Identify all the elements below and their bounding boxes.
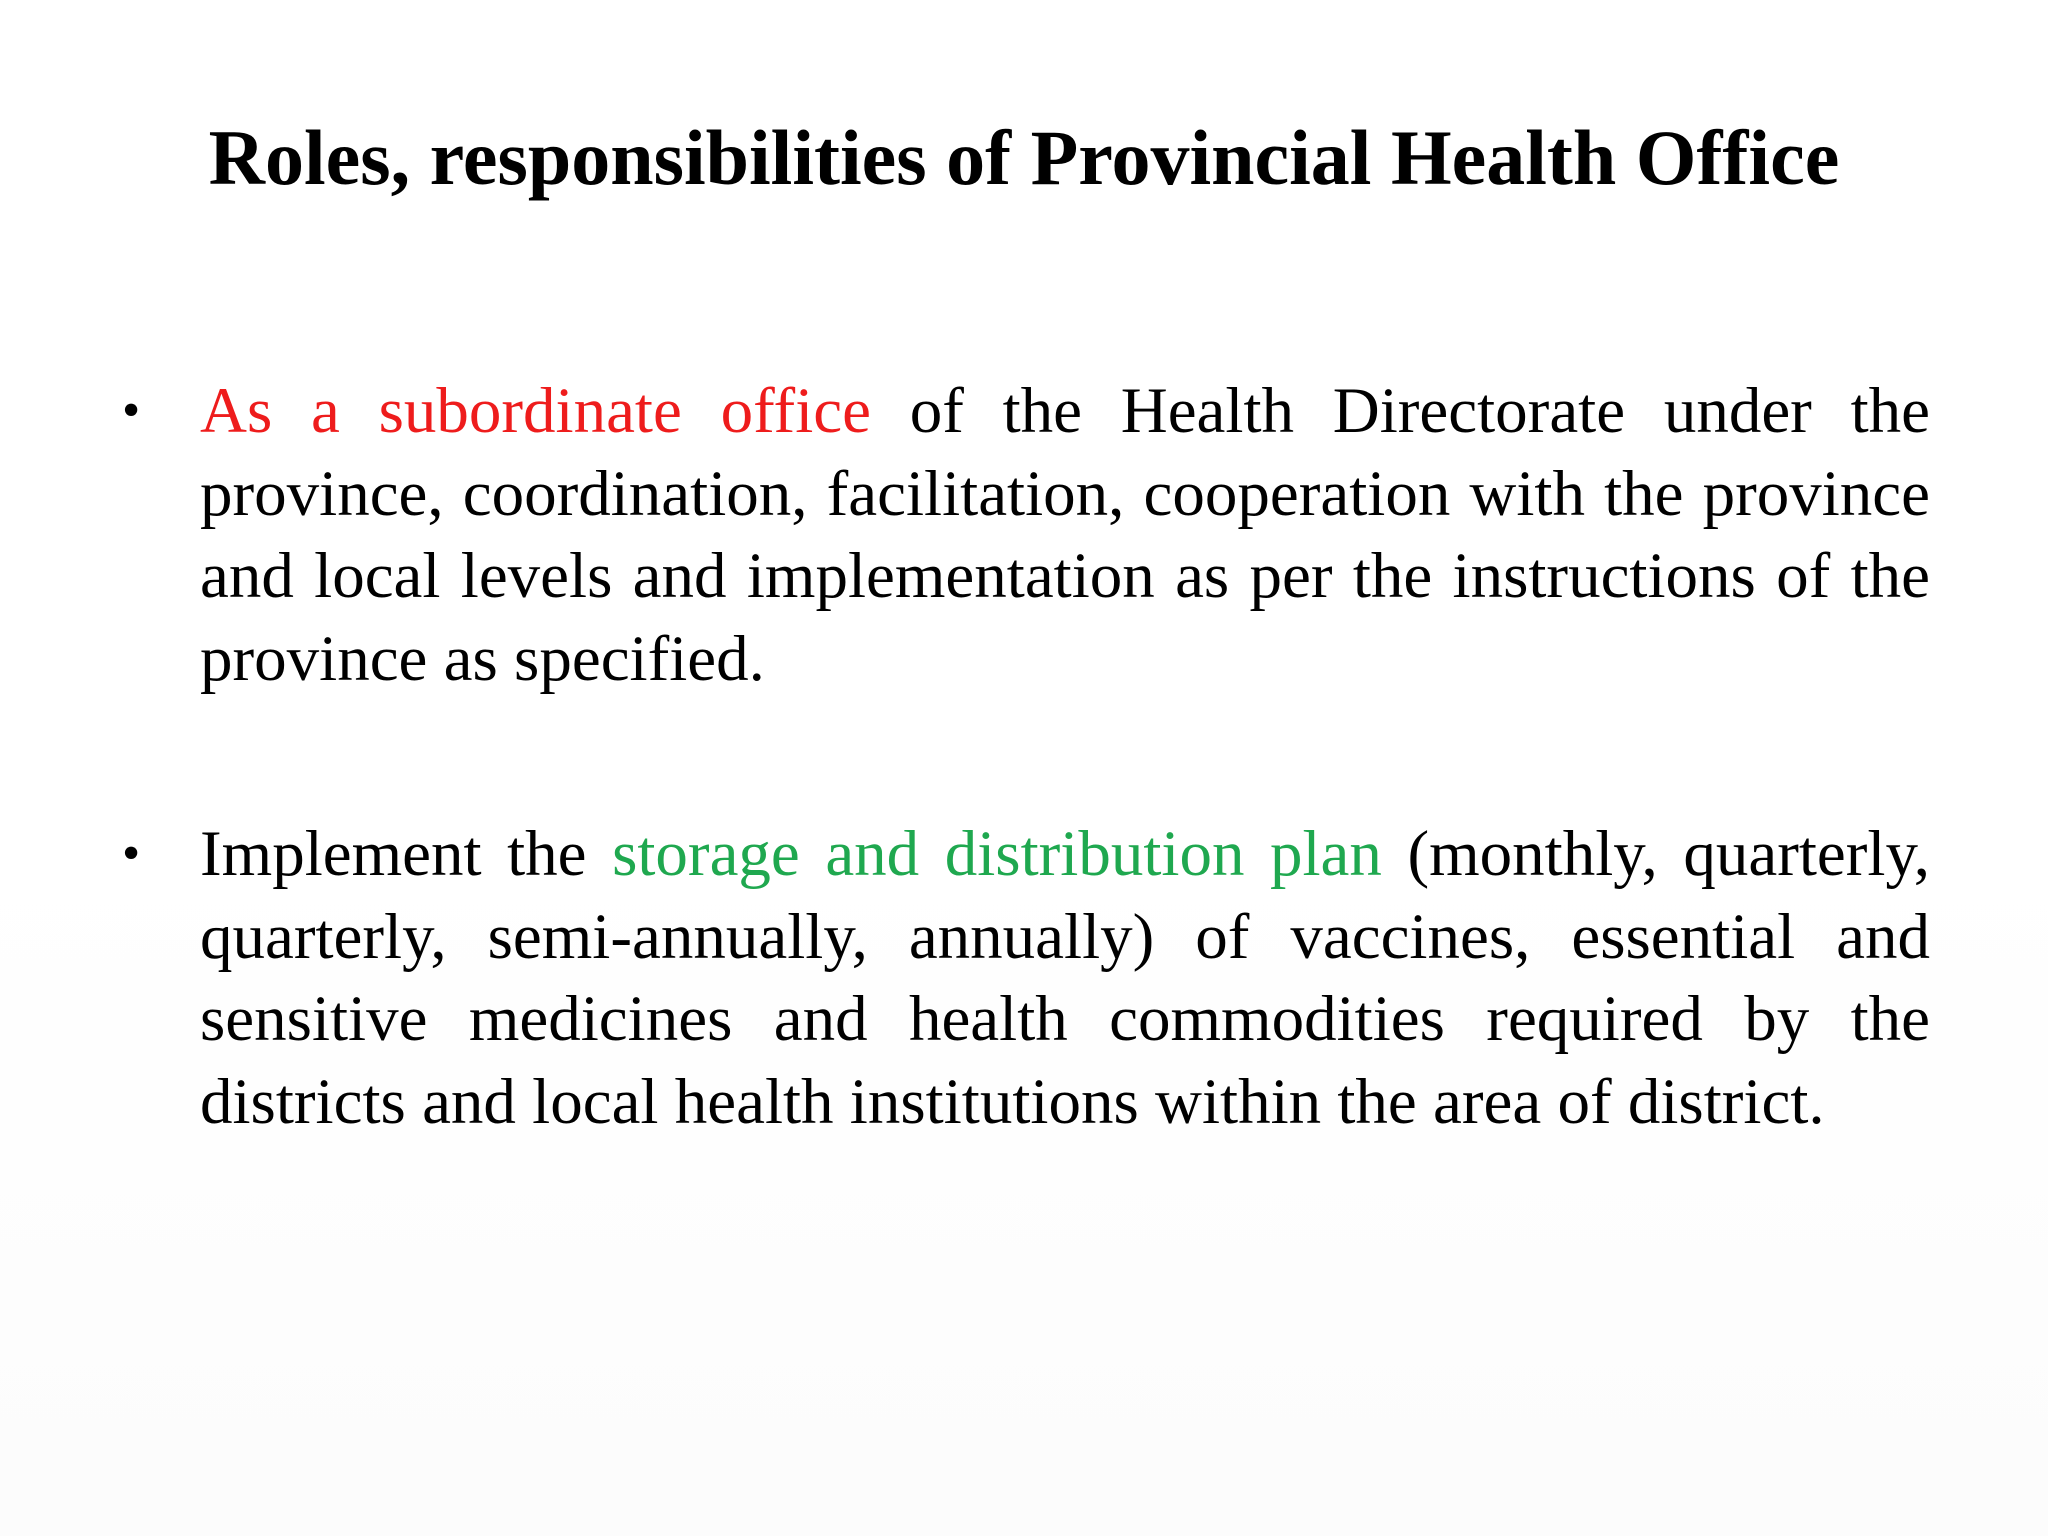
bullet-text: (monthly, quarterly, quarterly, semi-annually, annually) of vaccines, essential and sensitive medicines and health commodities required by the districts and local health institutions within the area of district.: [200, 818, 1930, 1138]
bullet-text: of the Health Directorate under the province, coordination, facilitation, cooperation with the province and local levels and implementation as per the instructions of the province as specified.: [200, 375, 1930, 695]
bullet-icon: •: [122, 382, 141, 439]
bullet-item-storage-plan: [122, 813, 1930, 1143]
bullet-item-subordinate-office: [122, 370, 1930, 700]
bullet-lead-text: Implement the: [200, 818, 613, 890]
bullet-highlight-green: storage and distribution plan: [612, 818, 1382, 890]
slide-title: Roles, responsibilities of Provincial Health Office: [208, 114, 1840, 201]
bullet-icon: •: [122, 825, 141, 882]
bullet-highlight-red: As a subordinate office: [200, 375, 871, 447]
